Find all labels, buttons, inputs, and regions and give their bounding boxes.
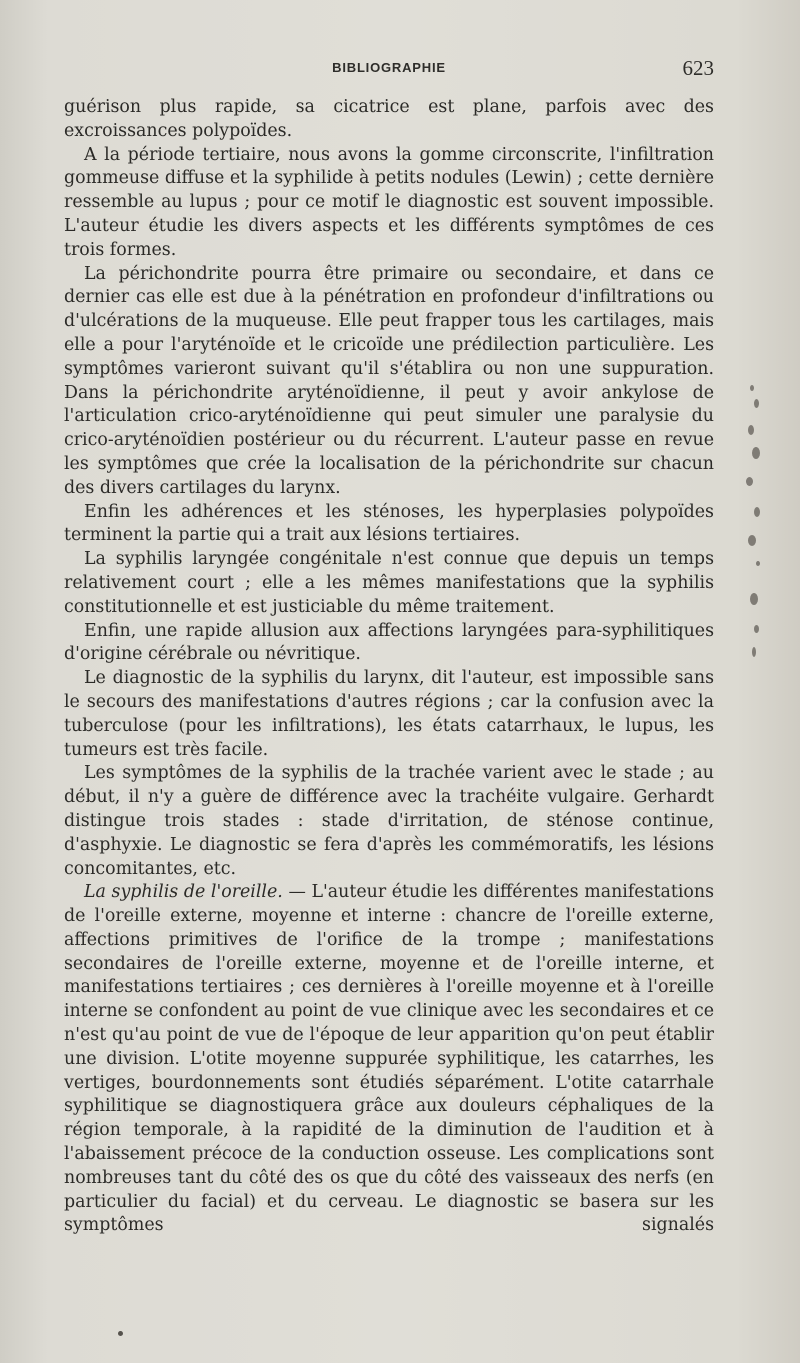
paragraph-adherences: Enfin les adhérences et les sténoses, les hyperplasies polypoïdes terminent la partie qui a trait aux lésions tertiaires.: [64, 501, 714, 546]
body-text: [64, 96, 714, 1238]
paragraph-continued: guérison plus rapide, sa cicatrice est plane, parfois avec des excroissances polypoïdes.: [64, 97, 714, 141]
paragraph-congenitale: La syphilis laryngée congénitale n'est connue que depuis un temps relativement court ; elle a les mêmes manifestations que la syphilis constitutionnelle et est justiciable du même traitement.: [64, 549, 714, 617]
paragraph-para-syphilitiques: Enfin, une rapide allusion aux affections laryngées para-syphilitiques d'origine cérébrale ou névritique.: [64, 620, 714, 665]
paragraph-trachee: Les symptômes de la syphilis de la trachée varient avec le stade ; au début, il n'y a guère de différence avec la trachéite vulgaire. Gerhardt distingue trois stades : stade d'irritation, de sténose continue, d'asphyxie. Le diagnostic se fera d'après les commémoratifs, les lésions concomitantes, etc.: [64, 763, 714, 879]
paragraph-diagnostic-larynx: Le diagnostic de la syphilis du larynx, dit l'auteur, est impossible sans le secours des manifestations d'autres régions ; car la confusion avec la tuberculose (pour les infiltrations), les états catarrhaux, le lupus, les tumeurs est très facile.: [64, 668, 714, 760]
paragraph-tertiaire: A la période tertiaire, nous avons la gomme circonscrite, l'infiltration gommeuse diffuse et la syphilide à petits nodules (Lewin) ; cette dernière ressemble au lupus ; pour ce motif le diagnostic est souvent impossible. L'auteur étudie les divers aspects et les différents symptômes de ces trois formes.: [64, 144, 714, 260]
paragraph-perichondrite: La périchondrite pourra être primaire ou secondaire, et dans ce dernier cas elle est due à la pénétration en profondeur d'infiltrations ou d'ulcérations de la muqueuse. Elle peut frapper tous les cartilages, mais elle a pour l'aryténoïde et le cricoïde une prédilection particulière. Les symptômes varieront suivant qu'il s'établira ou non une suppuration. Dans la périchondrite aryténoïdienne, il peut y avoir ankylose de l'articulation crico-aryténoïdienne qui peut simuler une paralysie du crico-aryténoïdien postérieur ou du récurrent. L'auteur passe en revue les symptômes que crée la localisation de la périchondrite sur chacun des divers cartilages du larynx.: [64, 263, 714, 498]
paragraph-oreille: [64, 881, 714, 1238]
margin-specks: [742, 385, 768, 665]
page-header: [64, 56, 714, 84]
paragraph-oreille-text: — L'auteur étudie les différentes manifestations de l'oreille externe, moyenne et interne : chancre de l'oreille externe, affections primitives de l'orifice de la trompe ; manifestations secondaires de l'oreille externe, moyenne et de l'oreille interne, et manifestations tertiaires ; ces dernières à l'oreille moyenne et à l'oreille interne se confondent au point de vue clinique avec les secondaires et ce n'est qu'au point de vue de l'époque de leur apparition qu'on peut établir une division. L'otite moyenne suppurée syphilitique, les catarrhes, les vertiges, bourdonnements sont étudiés séparément. L'otite catarrhale syphilitique se diagnostiquera grâce aux douleurs céphaliques de la région temporale, à la rapidité de la diminution de l'audition et à l'abaissement précoce de la conduction osseuse. Les complications sont nombreuses tant du côté des os que du côté des vaisseaux des nerfs (en particulier du facial) et du cerveau. Le diagnostic se basera sur les symptômes signalés: [64, 882, 715, 1236]
ink-speck: [118, 1331, 123, 1336]
running-head: BIBLIOGRAPHIE: [332, 60, 446, 75]
section-heading-oreille: La syphilis de l'oreille.: [84, 882, 283, 903]
page-number: 623: [682, 56, 714, 80]
